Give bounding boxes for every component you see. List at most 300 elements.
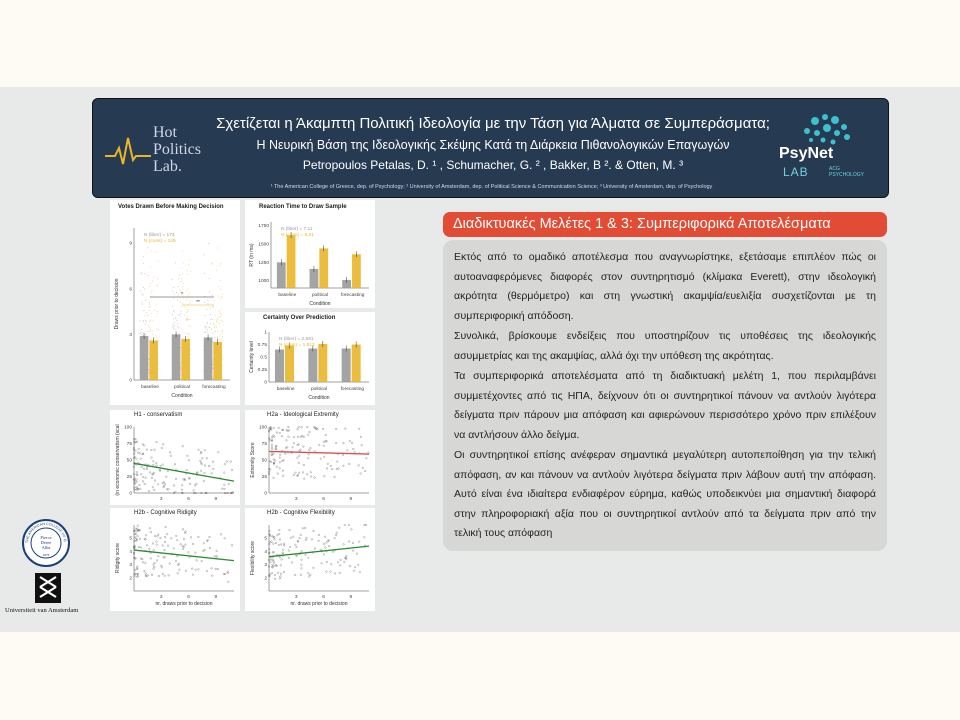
jitter-point [217,266,218,267]
scatter-point [206,570,208,572]
jitter-point [181,307,182,308]
scatter-point [147,575,149,577]
jitter-point [210,319,211,320]
jitter-point [206,309,207,310]
scatter-point [280,544,282,546]
jitter-point [216,327,217,328]
jitter-point [174,325,175,326]
scatter-point [279,467,281,469]
scatter-point [195,569,197,571]
jitter-point [180,379,181,380]
jitter-point [221,309,222,310]
jitter-point [139,320,140,321]
scatter-point [193,490,195,492]
poster-authors: Petropoulos Petalas, D. ¹ , Schumacher, G. ² , Bakker, B ². & Otten, M. ³ [302,158,684,172]
scatter-point [183,538,185,540]
scatter-point [149,527,151,529]
jitter-point [217,247,218,248]
jitter-point [155,335,156,336]
scatter-point [203,480,205,482]
scatter-point [332,551,334,553]
scatter-point [308,449,310,451]
y-tick-label: 2 [264,576,267,582]
scatter-point [288,430,290,432]
scatter-point [231,544,233,546]
jitter-point [222,321,223,322]
scatter-point [301,550,303,552]
y-tick-label: 25 [261,475,267,480]
scatter-point [146,449,148,451]
jitter-point [182,274,183,275]
scatter-point [273,427,275,429]
jitter-point [151,251,152,252]
scatter-point [175,535,177,537]
jitter-point [222,294,223,295]
scatter-point [301,568,303,570]
scatter-point [167,470,169,472]
scatter-point [322,428,324,430]
jitter-point [180,301,181,302]
scatter-point [308,572,310,574]
jitter-point [210,307,211,308]
jitter-point [157,313,158,314]
scatter-point [136,538,138,540]
scatter-point [177,555,179,557]
scatter-point [141,474,143,476]
scatter-point [174,464,176,466]
scatter-point [305,539,307,541]
scatter-point [192,543,194,545]
jitter-point [205,302,206,303]
jitter-point [148,369,149,370]
scatter-point [306,537,308,539]
scatter-point [194,485,196,487]
scatter-point [148,490,150,492]
scatter-point [149,472,151,474]
jitter-point [215,331,216,332]
scatter-point [192,574,194,576]
bar-liber-political [308,349,317,383]
scatter-point [320,458,322,460]
hp-logo-line-3: Lab. [153,158,182,175]
scatter-point [164,541,166,543]
scatter-point [318,534,320,536]
jitter-point [220,334,221,335]
scatter-point [283,571,285,573]
scatter-point [338,468,340,470]
scatter-point [300,436,302,438]
svg-text:Alba: Alba [41,545,51,550]
jitter-point [158,364,159,365]
scatter-point [292,446,294,448]
y-tick-label: 0.75 [257,343,267,348]
scatter-point [297,436,299,438]
jitter-point [209,327,210,328]
scatter-point [145,575,147,577]
scatter-point [182,545,184,547]
jitter-point [208,243,209,244]
jitter-point [156,284,157,285]
jitter-point [186,319,187,320]
y-tick-label: 3 [129,563,132,569]
jitter-point [180,313,181,314]
votes-chart [110,210,240,405]
scatter-point [198,569,200,571]
jitter-point [210,323,211,324]
jitter-point [213,324,214,325]
scatter-point [211,575,213,577]
scatter-point [306,426,308,428]
jitter-point [222,340,223,341]
scatter-point [189,483,191,485]
scatter-point [170,538,172,540]
scatter-point [157,484,159,486]
jitter-point [211,262,212,263]
bar-liber-baseline [275,350,284,383]
scatter-point [310,476,312,478]
bar-cons-political [181,339,190,380]
legend-entry: N (liber) = 7,11 [281,227,313,232]
rt-chart-title: Reaction Time to Draw Sample [259,204,347,210]
scatter-point [335,534,337,536]
bar-liber-political [172,334,181,380]
scatter-point [294,574,296,576]
scatter-point [302,528,304,530]
scatter-point [271,572,273,574]
scatter-point [273,543,275,545]
scatter-point [156,462,158,464]
scatter-point [306,474,308,476]
jitter-point [173,318,174,319]
legend-entry: N (cons) = 129 [144,239,176,244]
institution-logos [5,518,95,618]
scatter-point [150,558,152,560]
scatter-point [145,535,147,537]
scatter-point [156,544,158,546]
jitter-point [176,320,177,321]
scatter-point [279,457,281,459]
scatter-point [279,529,281,531]
jitter-point [141,329,142,330]
jitter-point [145,320,146,321]
scatter-point [158,534,160,536]
scatter-point [135,450,137,452]
jitter-point [157,311,158,312]
jitter-point [188,338,189,339]
jitter-point [148,315,149,316]
scatter-point [140,458,142,460]
psynet-name: PsyNet [779,145,834,162]
rt-chart [245,210,375,308]
y-tick-label: 75 [126,442,132,447]
jitter-point [157,337,158,338]
bar-cons-baseline [149,340,158,380]
jitter-point [221,339,222,340]
jitter-point [171,279,172,280]
scatter-point [196,483,198,485]
scatter-point [161,447,163,449]
scatter-point [203,543,205,545]
regression-line [134,550,234,561]
jitter-point [188,288,189,289]
scatter-point [358,564,360,566]
jitter-point [178,326,179,327]
scatter-point [153,464,155,466]
x-tick-label: 9 [349,595,353,600]
scatter-point [217,568,219,570]
jitter-point [149,327,150,328]
scatter-point [283,543,285,545]
jitter-point [209,291,210,292]
bar-cons-forecasting [352,254,361,288]
jitter-point [149,321,150,322]
scatter-point [156,541,158,543]
scatter-point [325,547,327,549]
legend-entry: N (liber) = 173 [144,233,175,238]
scatter-point [313,567,315,569]
scatter-point [211,473,213,475]
jitter-point [181,311,182,312]
jitter-point [156,328,157,329]
scatter-point [354,451,356,453]
scatter-point [164,575,166,577]
scatter-point [200,462,202,464]
jitter-point [220,316,221,317]
jitter-point [145,315,146,316]
bar-liber-baseline [140,336,149,380]
scatter-point [293,474,295,476]
scatter-point [288,550,290,552]
y-tick-label: 0 [129,491,132,497]
jitter-point [213,333,214,334]
jitter-point [145,300,146,301]
scatter-point [349,440,351,442]
scatter-point [141,466,143,468]
scatter-point [157,555,159,557]
bar-liber-forecasting [204,337,213,380]
x-tick-label: political [174,385,190,390]
y-tick-label: 50 [126,458,132,464]
scatter-point [173,548,175,550]
scatter-point [295,544,297,546]
x-tick-label: forecasting [202,385,226,390]
jitter-point [152,331,153,332]
scatter-point [298,455,300,457]
scatter-point [154,535,156,537]
scatter-point [302,435,304,437]
scatter-point [272,536,274,538]
scatter-point [326,561,328,563]
jitter-point [205,332,206,333]
jitter-point [142,303,143,304]
scatter-point [280,576,282,578]
scatter-point [279,556,281,558]
scatter-point [168,575,170,577]
jitter-point [176,292,177,293]
jitter-point [141,273,142,274]
scatter-point [211,568,213,570]
jitter-point [143,294,144,295]
scatter-point [216,550,218,552]
scatter-point [288,426,290,428]
jitter-point [177,300,178,301]
jitter-point [173,326,174,327]
regression-line [269,546,369,557]
scatter-point [175,560,177,562]
jitter-point [183,333,184,334]
scatter-point [163,481,165,483]
scatter-point [272,559,274,561]
scatter-point [298,472,300,474]
y-axis-label: RT (in ms) [249,243,255,267]
jitter-point [216,321,217,322]
jitter-point [140,291,141,292]
x-tick-label: forecasting [340,293,365,298]
scatter-point [334,573,336,575]
scatter-point [343,544,345,546]
certainty-chart-title: Certainty Over Prediction [263,315,336,321]
jitter-point [190,300,191,301]
scatter-point [215,568,217,570]
jitter-point [220,313,221,314]
jitter-point [140,333,141,334]
y-tick-label: 1 [264,330,267,336]
scatter-point [139,538,141,540]
scatter-point [154,480,156,482]
scatter-point [163,485,165,487]
scatter-point [271,541,273,543]
scatter-point [318,540,320,542]
scatter-point [280,573,282,575]
scatter-point [273,436,275,438]
scatter-point [224,538,226,540]
scatter-point [304,527,306,529]
jitter-point [144,288,145,289]
jitter-point [153,277,154,278]
scatter-point [284,453,286,455]
scatter-point [208,465,210,467]
scatter-point [270,561,272,563]
scatter-point [177,572,179,574]
scatter-point [156,560,158,562]
scatter-point [150,531,152,533]
jitter-point [190,319,191,320]
scatter-point [164,557,166,559]
scatter-point [336,468,338,470]
jitter-point [212,341,213,342]
scatter-point [204,450,206,452]
scatter-point [276,466,278,468]
jitter-point [219,312,220,313]
scatter-point [178,563,180,565]
scatter-point [314,548,316,550]
scatter-point [269,573,271,575]
scatter-point [154,562,156,564]
jitter-point [152,290,153,291]
hp-logo-line-2: Politics [153,141,202,158]
scatter-point [317,429,319,431]
scatter-point [137,452,139,454]
x-axis-label: Condition [171,393,193,399]
x-tick-label: forecasting [340,387,365,392]
scatter-point [181,484,183,486]
scatter-point [301,564,303,566]
jitter-point [187,270,188,271]
jitter-point [158,340,159,341]
scatter-point [217,452,219,454]
scatter-point [330,465,332,467]
jitter-point [217,331,218,332]
jitter-point [158,261,159,262]
scatter-point [151,457,153,459]
jitter-point [180,290,181,291]
scatter-point [338,527,340,529]
scatter-point [308,576,310,578]
scatter-point [162,545,164,547]
scatter-point [334,537,336,539]
scatter-point [271,444,273,446]
bar-liber-baseline [277,262,286,288]
scatter-point [165,526,167,528]
jitter-point [214,300,215,301]
y-tick-label: 1250 [258,260,269,266]
scatter-point [153,549,155,551]
legend-entry: N (cons) = 1,813 [279,343,315,348]
y-axis-label: Draws prior to decision [114,278,120,330]
jitter-point [184,305,185,306]
jitter-point [143,332,144,333]
scatter-point [343,442,345,444]
scatter-point [346,558,348,560]
scatter-point [299,537,301,539]
scatter-point [164,549,166,551]
h2a-scatter-panel [245,410,375,505]
scatter-point [273,477,275,479]
scatter-point [325,434,327,436]
jitter-point [158,329,159,330]
jitter-point [207,323,208,324]
jitter-point [149,304,150,305]
scatter-point [328,545,330,547]
jitter-point [150,306,151,307]
rt-chart-panel [245,200,375,308]
scatter-point [282,470,284,472]
y-tick-label: 0 [129,378,132,384]
scatter-point [274,539,276,541]
h2a-scatter [245,417,375,505]
jitter-point [149,302,150,303]
jitter-point [181,281,182,282]
scatter-point [198,536,200,538]
jitter-point [143,321,144,322]
scatter-point [334,476,336,478]
scatter-point [308,454,310,456]
jitter-point [150,267,151,268]
scatter-point [279,432,281,434]
scatter-point [287,430,289,432]
scatter-point [175,478,177,480]
jitter-point [148,247,149,248]
jitter-point [146,321,147,322]
y-tick-label: 4 [129,549,132,555]
jitter-point [182,251,183,252]
scatter-point [303,446,305,448]
results-text-box [443,240,887,551]
scatter-point [277,534,279,536]
jitter-point [188,296,189,297]
svg-text:1875: 1875 [42,553,50,557]
y-tick-label: 6 [129,287,132,293]
